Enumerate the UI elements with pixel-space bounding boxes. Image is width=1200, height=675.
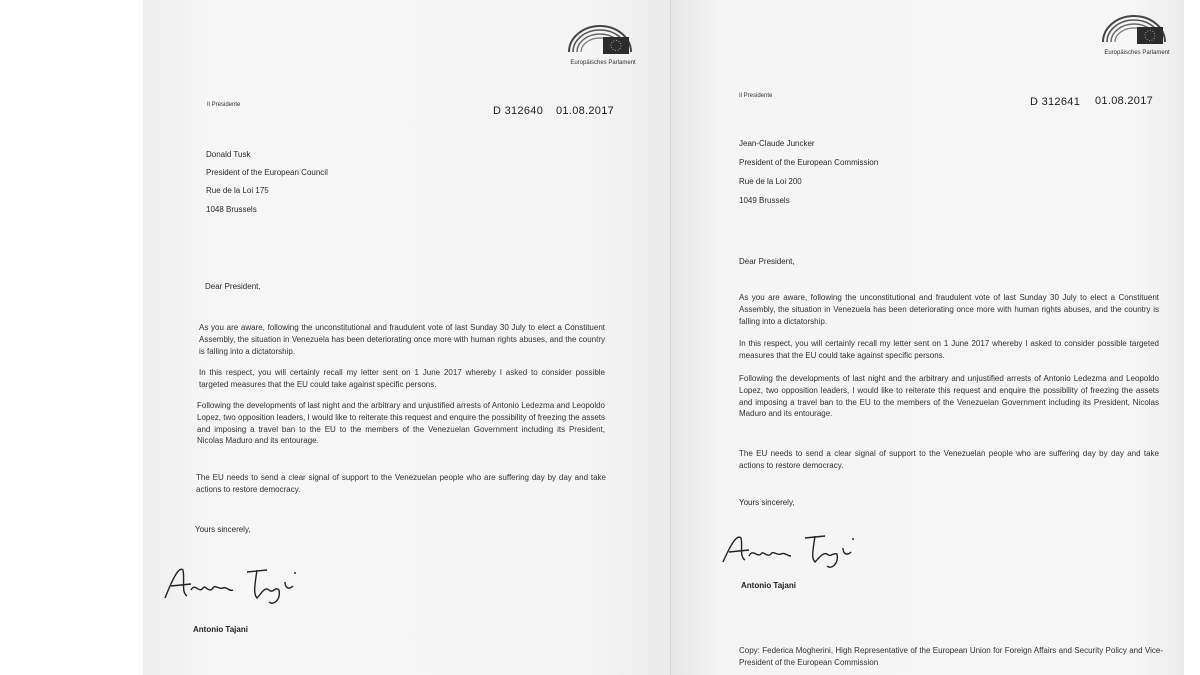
office-title: Il Presidente: [207, 102, 241, 108]
european-parliament-logo: [565, 18, 635, 58]
addressee-name: Donald Tusk: [206, 150, 251, 159]
letter-scan-tusk: [143, 0, 671, 675]
addressee-street: Rue de la Loi 200: [739, 177, 802, 186]
logo-caption: Europäisches Parlament: [570, 60, 636, 66]
office-title: Il Presidente: [739, 93, 773, 99]
body-paragraph: Following the developments of last night and the arbitrary and unjustified arrests of Antonio Ledezma and Leopoldo Lopez, two opposition leaders, I would like to reiterate this request and enquire the possibility of freezing the assets and imposing a travel ban to the EU to the members of the Venezuelan Government including its President, Nicolas Maduro and its entourage.: [739, 374, 1159, 419]
closing: Yours sincerely,: [739, 498, 795, 507]
body-paragraph: In this respect, you will certainly recall my letter sent on 1 June 2017 whereby I asked to consider possible targeted measures that the EU could take against specific persons.: [199, 368, 605, 389]
body-paragraph: The EU needs to send a clear signal of support to the Venezuelan people who are suffering day by day and take actions to restore democracy.: [739, 449, 1159, 470]
signer-name: Antonio Tajani: [193, 625, 248, 634]
addressee-title: President of the European Commission: [739, 158, 879, 167]
signer-name: Antonio Tajani: [741, 581, 796, 590]
copy-note: Copy: Federica Mogherini, High Representative of the European Union for Foreign Affairs and Security Policy and Vice-President of the European Commission: [739, 646, 1163, 667]
signature-image: [161, 560, 311, 610]
salutation: Dear President,: [739, 257, 795, 266]
reference-number: D 312640: [493, 105, 544, 117]
european-parliament-logo: [1099, 8, 1169, 48]
addressee-city: 1049 Brussels: [739, 196, 790, 205]
addressee-name: Jean-Claude Juncker: [739, 139, 815, 148]
closing: Yours sincerely,: [195, 525, 251, 534]
addressee-street: Rue de la Loi 175: [206, 186, 269, 195]
body-paragraph: Following the developments of last night and the arbitrary and unjustified arrests of Antonio Ledezma and Leopoldo Lopez, two opposition leaders, I would like to reiterate this request and enquire the possibility of freezing the assets and imposing a travel ban to the EU to the members of the Venezuelan Government including its President, Nicolas Maduro and its entourage.: [197, 401, 605, 446]
letter-scan-juncker: [671, 0, 1184, 675]
logo-caption: Europäisches Parlament: [1104, 50, 1170, 56]
addressee-title: President of the European Council: [206, 168, 328, 177]
salutation: Dear President,: [205, 282, 261, 291]
body-paragraph: As you are aware, following the unconstitutional and fraudulent vote of last Sunday 30 July to elect a Constituent Assembly, the situation in Venezuela has been deteriorating once more with human rights abuses, and the country is falling into a dictatorship.: [199, 323, 605, 356]
signature-image: [719, 528, 869, 572]
letter-date: 01.08.2017: [556, 105, 615, 117]
body-paragraph: In this respect, you will certainly recall my letter sent on 1 June 2017 whereby I asked to consider possible targeted measures that the EU could take against specific persons.: [739, 339, 1159, 360]
letter-date: 01.08.2017: [1095, 95, 1154, 107]
body-paragraph: As you are aware, following the unconstitutional and fraudulent vote of last Sunday 30 July to elect a Constituent Assembly, the situation in Venezuela has been deteriorating once more with human rights abuses, and the country is falling into a dictatorship.: [739, 293, 1159, 326]
addressee-city: 1048 Brussels: [206, 205, 257, 214]
reference-number: D 312641: [1030, 96, 1081, 108]
body-paragraph: The EU needs to send a clear signal of support to the Venezuelan people who are suffering day by day and take actions to restore democracy.: [196, 473, 606, 494]
